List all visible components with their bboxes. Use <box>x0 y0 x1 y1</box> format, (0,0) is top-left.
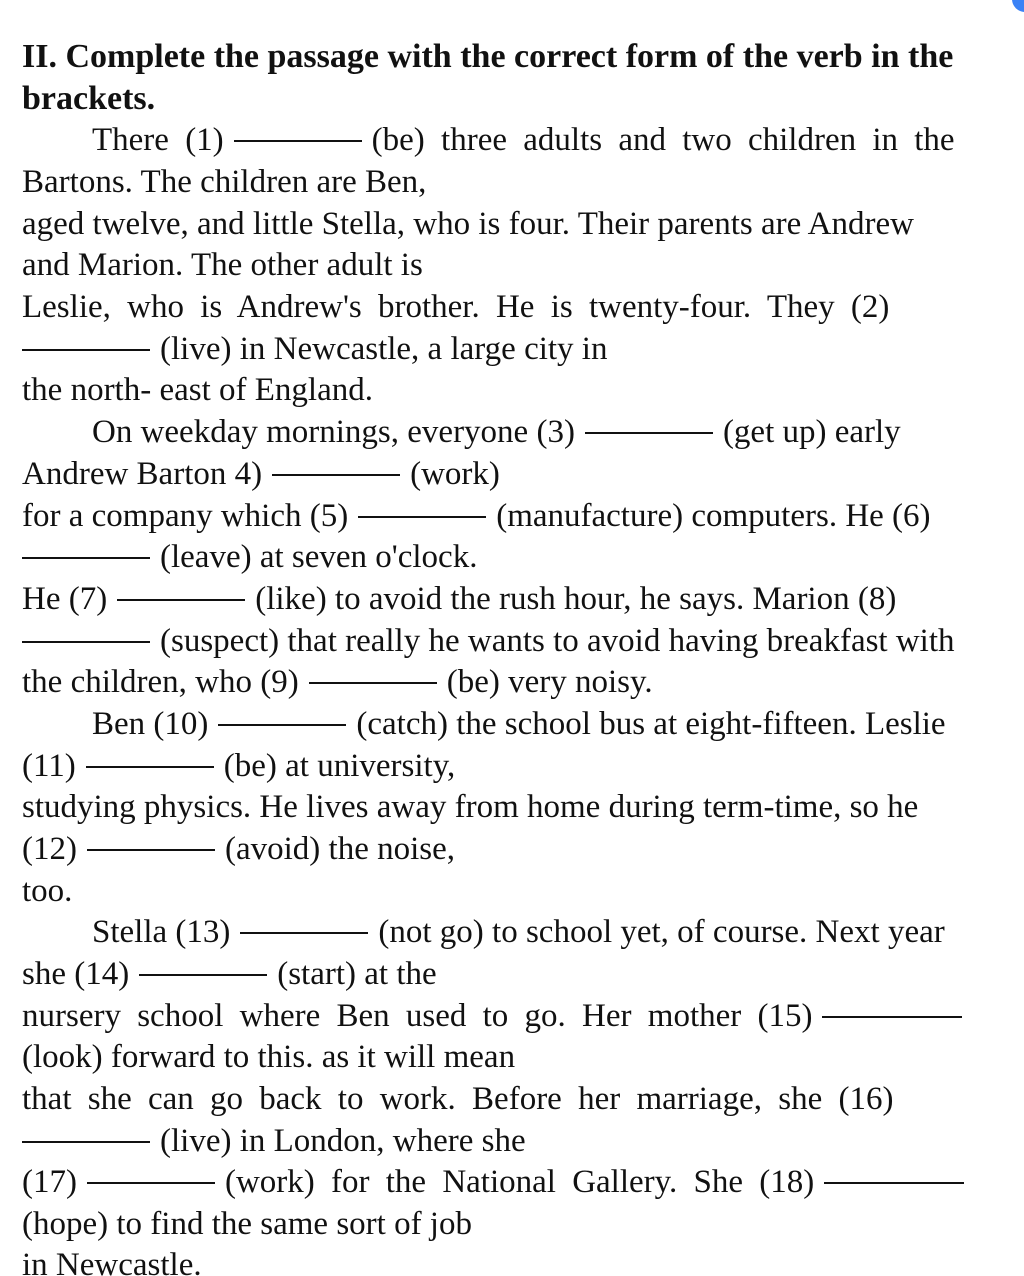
passage-line <box>22 954 437 994</box>
passage-text: (avoid) the noise, <box>224 831 456 867</box>
exercise-title-line-1: II. Complete the passage with the correct form of the verb in the <box>22 38 954 75</box>
passage-line <box>22 1162 974 1202</box>
passage-text: she (14) <box>22 956 130 992</box>
passage-line <box>22 1037 515 1077</box>
passage-text: Ben (10) <box>92 706 209 742</box>
answer-blank-11[interactable] <box>86 766 214 768</box>
exercise-title-line-2: brackets. <box>22 80 156 117</box>
passage-text: (17) <box>22 1164 77 1200</box>
passage-text: (work) for the National Gallery. She (18) <box>224 1164 815 1200</box>
passage-line <box>22 787 918 827</box>
passage-text: (live) in Newcastle, a large city in <box>160 331 608 367</box>
passage-text: (live) in London, where she <box>160 1123 526 1159</box>
passage-line <box>22 287 889 327</box>
passage-text: (like) to avoid the rush hour, he says. Marion (8) <box>255 581 897 617</box>
answer-blank-13[interactable] <box>240 932 368 934</box>
answer-blank-4[interactable] <box>272 474 400 476</box>
answer-blank-5[interactable] <box>358 516 486 518</box>
passage-line <box>22 871 72 911</box>
answer-blank-1[interactable] <box>234 140 362 142</box>
passage-line <box>22 1204 472 1244</box>
passage-text: the north- east of England. <box>22 372 373 408</box>
passage-text: (12) <box>22 831 77 867</box>
passage-text: studying physics. He lives away from home during term-time, so he <box>22 789 919 825</box>
passage-text: for a company which (5) <box>22 498 349 534</box>
passage-text: too. <box>22 873 73 909</box>
passage-line <box>22 1245 202 1276</box>
passage-text: Stella (13) <box>92 914 231 950</box>
passage-text: (11) <box>22 748 76 784</box>
passage-text: the children, who (9) <box>22 664 299 700</box>
passage-line <box>22 579 896 619</box>
passage-text: and Marion. The other adult is <box>22 247 423 283</box>
answer-blank-17[interactable] <box>87 1182 215 1184</box>
answer-blank-8[interactable] <box>22 641 150 643</box>
passage-text: Leslie, who is Andrew's brother. He is twenty-four. They (2) <box>22 289 890 325</box>
answer-blank-18[interactable] <box>824 1182 964 1184</box>
passage-line <box>22 537 477 577</box>
passage-line <box>22 829 455 869</box>
passage-line <box>22 1079 893 1119</box>
passage-text: (be) at university, <box>223 748 456 784</box>
passage-line <box>22 245 423 285</box>
passage-line <box>22 162 426 202</box>
passage-line <box>22 662 653 702</box>
passage-text: (leave) at seven o'clock. <box>160 539 478 575</box>
passage-text: in Newcastle. <box>22 1247 202 1276</box>
answer-blank-14[interactable] <box>139 974 267 976</box>
passage-text: There (1) <box>92 122 224 158</box>
passage-line <box>92 120 955 160</box>
passage-line <box>92 704 946 744</box>
passage-line <box>22 621 955 661</box>
passage-text: (get up) early <box>722 414 901 450</box>
passage-text: (be) very noisy. <box>446 664 653 700</box>
answer-blank-2[interactable] <box>22 349 150 351</box>
answer-blank-3[interactable] <box>585 432 713 434</box>
passage-line <box>22 370 373 410</box>
passage-text: (catch) the school bus at eight-fifteen. Leslie <box>356 706 946 742</box>
passage-line <box>22 746 455 786</box>
passage-text: (hope) to find the same sort of job <box>22 1206 472 1242</box>
passage-text: (start) at the <box>277 956 437 992</box>
passage-line <box>22 496 931 536</box>
passage-line <box>92 912 945 952</box>
passage-line <box>22 996 972 1036</box>
passage-text: that she can go back to work. Before her marriage, she (16) <box>22 1081 894 1117</box>
passage-text: (suspect) that really he wants to avoid having breakfast with <box>160 623 955 659</box>
passage-text: nursery school where Ben used to go. Her mother (15) <box>22 998 813 1034</box>
answer-blank-12[interactable] <box>87 849 215 851</box>
answer-blank-10[interactable] <box>218 724 346 726</box>
answer-blank-15[interactable] <box>822 1016 962 1018</box>
corner-indicator <box>1012 0 1024 12</box>
passage-line <box>22 329 607 369</box>
passage-text: aged twelve, and little Stella, who is four. Their parents are Andrew <box>22 206 914 242</box>
passage-text: (be) three adults and two children in the <box>371 122 955 158</box>
passage-text: Bartons. The children are Ben, <box>22 164 427 200</box>
passage-text: (look) forward to this. as it will mean <box>22 1039 516 1075</box>
answer-blank-7[interactable] <box>117 599 245 601</box>
answer-blank-6[interactable] <box>22 557 150 559</box>
answer-blank-16[interactable] <box>22 1141 150 1143</box>
passage-text: (not go) to school yet, of course. Next year <box>378 914 945 950</box>
answer-blank-9[interactable] <box>309 682 437 684</box>
passage-text: (work) <box>410 456 500 492</box>
passage-text: Andrew Barton 4) <box>22 456 263 492</box>
passage-line <box>22 454 500 494</box>
passage-line <box>92 412 901 452</box>
passage-text: He (7) <box>22 581 108 617</box>
passage-line <box>22 1121 526 1161</box>
passage-line <box>22 204 914 244</box>
passage-text: On weekday mornings, everyone (3) <box>92 414 575 450</box>
passage-text: (manufacture) computers. He (6) <box>496 498 931 534</box>
